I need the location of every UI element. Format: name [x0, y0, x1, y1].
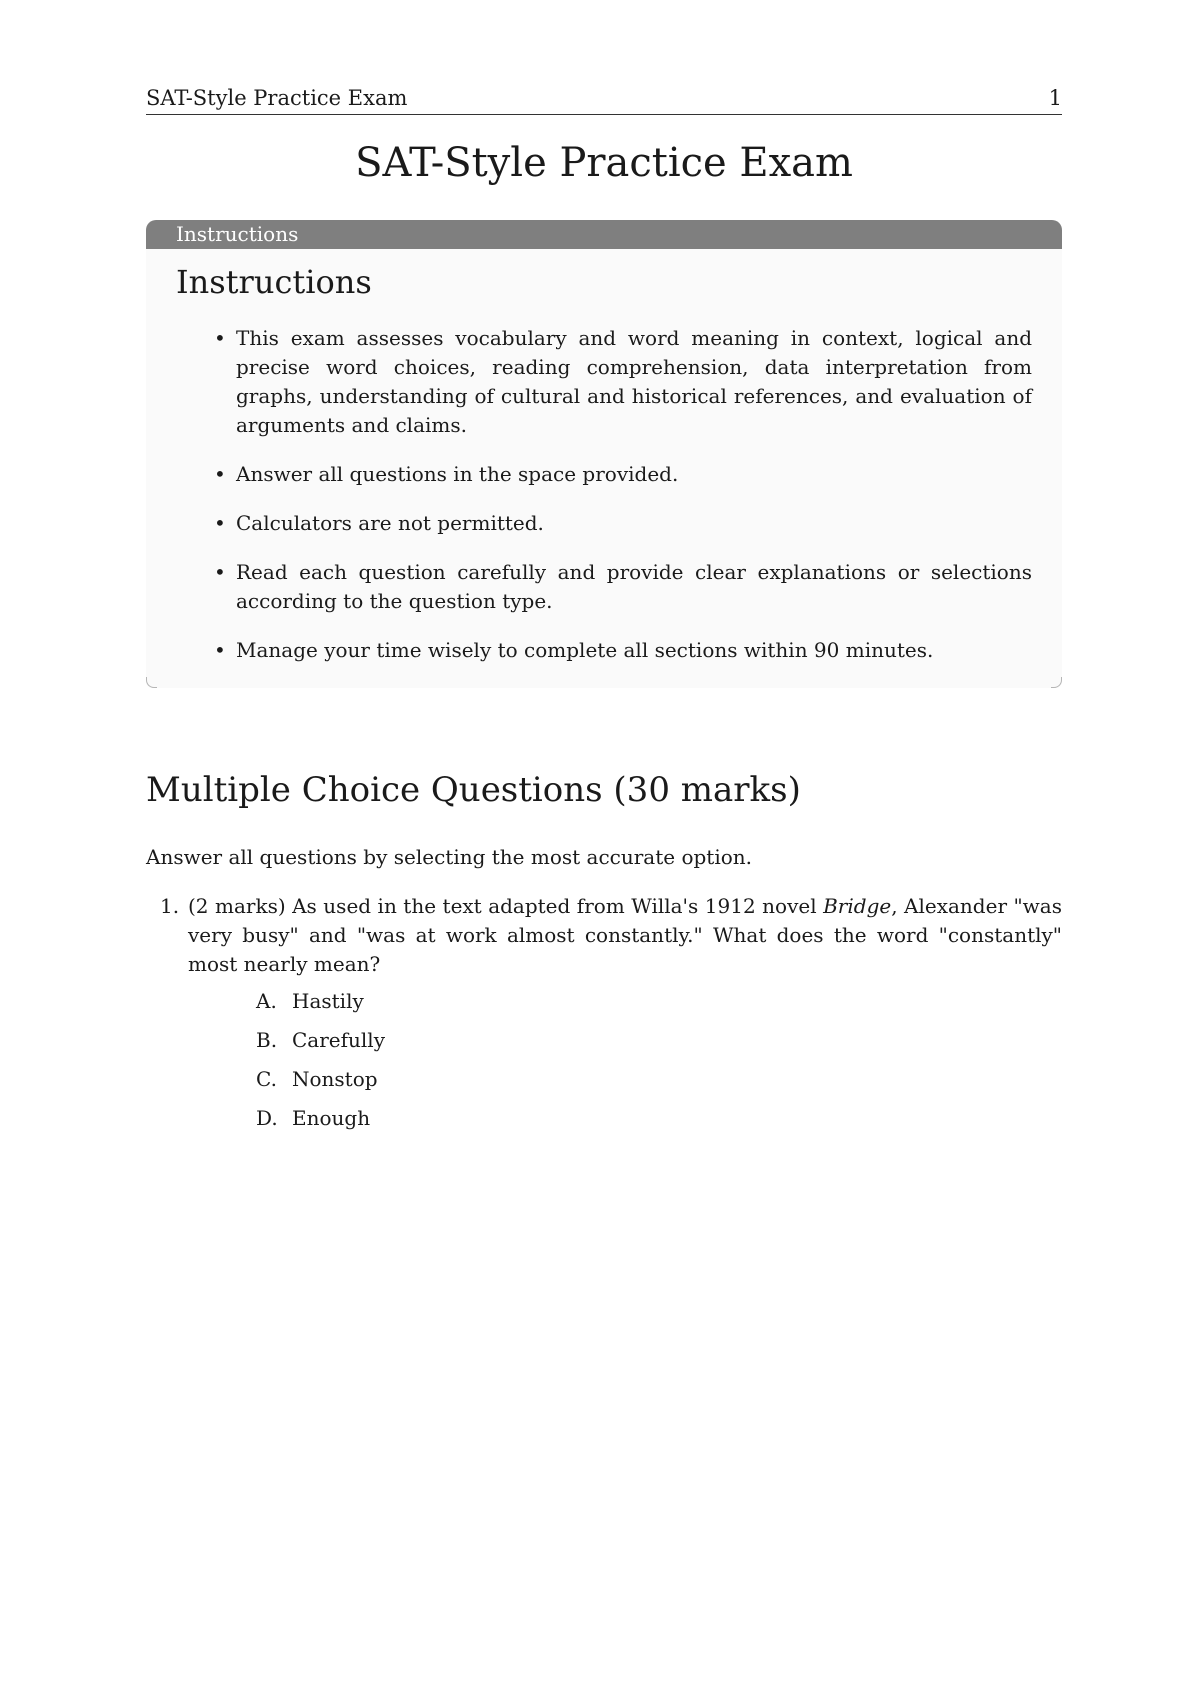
- question-text-before: (2 marks) As used in the text adapted from Willa's 1912 novel: [188, 894, 824, 918]
- instruction-text: This exam assesses vocabulary and word meaning in context, logical and precise word choices, reading comprehension, data interpretation from graphs, understanding of cultural and historical references, and evaluation of arguments and claims.: [236, 326, 1032, 437]
- bullet-icon: •: [214, 560, 226, 584]
- answer-option-b[interactable]: [146, 1026, 1062, 1055]
- bullet-icon: •: [214, 326, 226, 350]
- option-text: Hastily: [292, 989, 364, 1013]
- box-corner-decoration: [146, 677, 157, 688]
- instructions-tab-label: Instructions: [146, 220, 1062, 249]
- answer-options: [146, 987, 1062, 1133]
- running-header: [146, 84, 1062, 115]
- instruction-item: [176, 324, 1032, 440]
- option-text: Carefully: [292, 1028, 385, 1052]
- option-letter: A.: [256, 989, 277, 1013]
- page-number: 1: [1048, 86, 1062, 110]
- answer-option-c[interactable]: [146, 1065, 1062, 1094]
- question-text: [188, 892, 1062, 979]
- bullet-icon: •: [214, 638, 226, 662]
- instruction-text: Calculators are not permitted.: [236, 511, 544, 535]
- instruction-item: [176, 509, 1032, 538]
- question-italic-title: Bridge: [823, 894, 892, 918]
- section-intro: Answer all questions by selecting the most accurate option.: [146, 845, 753, 869]
- question-text-after: , Alexander "was very busy" and "was at work almost constantly." What does the word "constantly" most nearly mean?: [188, 894, 1062, 976]
- instructions-box: [146, 220, 1062, 688]
- running-header-title: SAT-Style Practice Exam: [146, 86, 408, 110]
- instruction-text: Answer all questions in the space provided.: [236, 462, 679, 486]
- question-1: [146, 892, 1062, 1143]
- instructions-heading: Instructions: [176, 263, 372, 301]
- question-number: 1.: [160, 894, 180, 918]
- box-corner-decoration: [1051, 677, 1062, 688]
- instruction-text: Read each question carefully and provide clear explanations or selections according to the question type.: [236, 560, 1032, 613]
- instructions-list: [176, 324, 1032, 685]
- instruction-item: [176, 460, 1032, 489]
- section-heading: Multiple Choice Questions (30 marks): [146, 770, 801, 810]
- option-letter: D.: [256, 1106, 278, 1130]
- instruction-item: [176, 636, 1032, 665]
- bullet-icon: •: [214, 511, 226, 535]
- answer-option-a[interactable]: [146, 987, 1062, 1016]
- bullet-icon: •: [214, 462, 226, 486]
- instruction-text: Manage your time wisely to complete all sections within 90 minutes.: [236, 638, 934, 662]
- instruction-item: [176, 558, 1032, 616]
- option-letter: B.: [256, 1028, 278, 1052]
- answer-option-d[interactable]: [146, 1104, 1062, 1133]
- option-letter: C.: [256, 1067, 277, 1091]
- option-text: Enough: [292, 1106, 371, 1130]
- document-title: SAT-Style Practice Exam: [355, 140, 853, 186]
- option-text: Nonstop: [292, 1067, 378, 1091]
